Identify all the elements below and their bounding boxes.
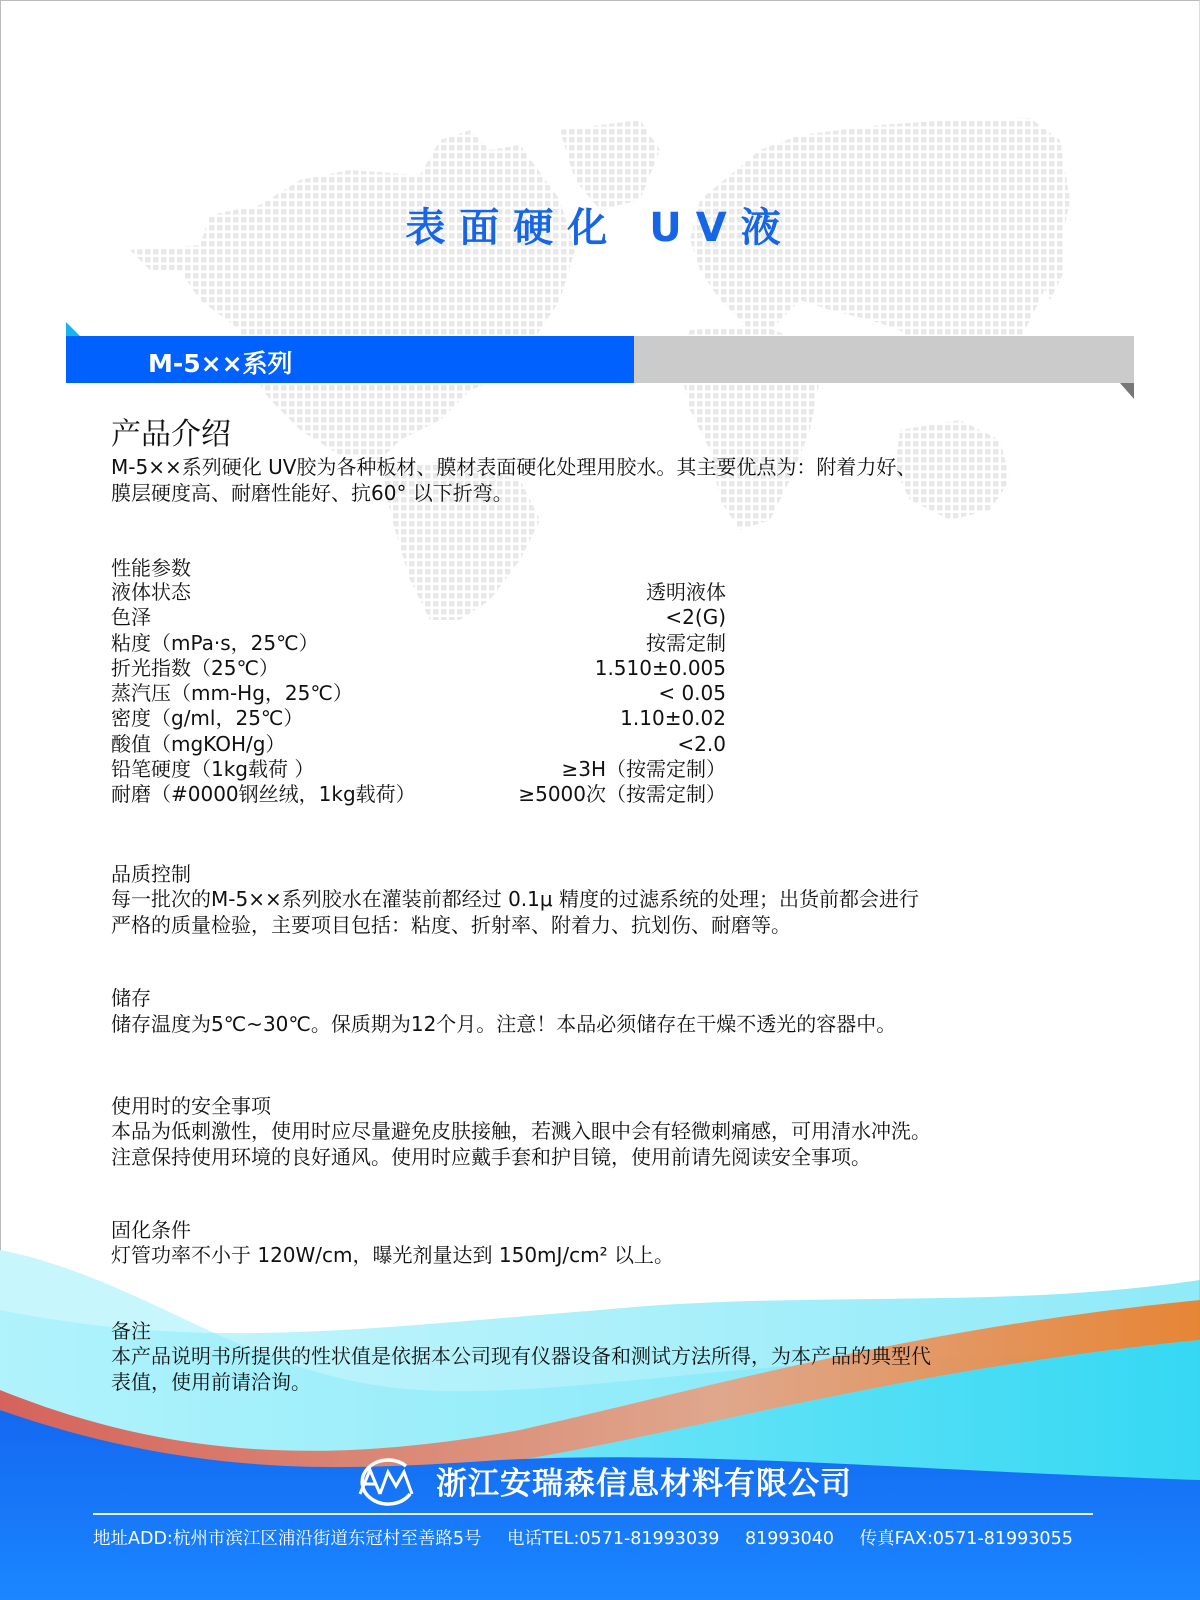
spec-row	[111, 656, 726, 681]
banner-left-accent	[66, 322, 80, 336]
spec-row	[111, 605, 726, 630]
notes-text	[111, 1343, 1101, 1395]
spec-value: < 0.05	[658, 681, 726, 706]
series-label: M-5××系列	[148, 349, 293, 378]
intro-line: M-5××系列硬化 UV胶为各种板材、膜材表面硬化处理用胶水。其主要优点为：附着力好、	[111, 455, 917, 479]
curing-heading: 固化条件	[111, 1218, 191, 1242]
spec-label: 耐磨（#0000钢丝绒，1kg载荷）	[111, 782, 416, 807]
footer-address: 地址ADD:杭州市滨江区浦沿街道东冠村至善路5号	[93, 1529, 482, 1549]
specs-table	[111, 580, 726, 808]
spec-value: 按需定制	[646, 630, 726, 655]
spec-value: ≥3H（按需定制）	[561, 757, 726, 782]
footer-tel2: 81993040	[744, 1529, 835, 1549]
spec-label: 酸值（mgKOH/g）	[111, 731, 286, 756]
specs-heading: 性能参数	[111, 556, 191, 580]
spec-row	[111, 757, 726, 782]
spec-row	[111, 580, 726, 605]
spec-row	[111, 631, 726, 656]
storage-line: 储存温度为5℃~30℃。保质期为12个月。注意！本品必须储存在干燥不透光的容器中。	[111, 1012, 897, 1036]
spec-label: 铅笔硬度（1kg载荷 ）	[111, 757, 315, 782]
safety-heading: 使用时的安全事项	[111, 1094, 271, 1118]
spec-value: 1.510±0.005	[594, 655, 726, 680]
spec-label: 液体状态	[111, 580, 191, 604]
safety-line: 本品为低刺激性，使用时应尽量避免皮肤接触，若溅入眼中会有轻微刺痛感，可用清水冲洗。	[111, 1119, 931, 1143]
quality-line: 每一批次的M-5××系列胶水在灌装前都经过 0.1μ 精度的过滤系统的处理；出货前都会进行	[111, 887, 919, 911]
series-banner	[66, 336, 1134, 383]
footer-tel: 电话TEL:0571-81993039	[507, 1529, 720, 1549]
world-map-background	[0, 0, 1200, 620]
spec-label: 蒸汽压（mm-Hg，25℃）	[111, 681, 353, 706]
page-title: 表面硬化 UV液	[405, 205, 795, 251]
intro-line: 膜层硬度高、耐磨性能好、抗60° 以下折弯。	[111, 481, 513, 505]
company-logo-icon	[346, 1456, 424, 1506]
spec-row	[111, 681, 726, 706]
spec-label: 粘度（mPa·s，25℃）	[111, 630, 319, 655]
storage-text	[111, 1011, 1101, 1037]
spec-value: <2.0	[677, 731, 726, 756]
safety-line: 注意保持使用环境的良好通风。使用时应戴手套和护目镜，使用前请先阅读安全事项。	[111, 1145, 871, 1169]
quality-heading: 品质控制	[111, 862, 191, 886]
quality-line: 严格的质量检验，主要项目包括：粘度、折射率、附着力、抗划伤、耐磨等。	[111, 913, 791, 937]
quality-text	[111, 886, 1101, 938]
intro-heading: 产品介绍	[111, 417, 231, 452]
spec-value: 透明液体	[646, 580, 726, 604]
spec-row	[111, 706, 726, 731]
safety-text	[111, 1118, 1101, 1170]
banner-right-fold	[1120, 383, 1134, 399]
footer-contact	[93, 1525, 1093, 1550]
spec-row	[111, 782, 726, 807]
company-name: 浙江安瑞森信息材料有限公司	[436, 1466, 852, 1502]
intro-text	[111, 454, 1101, 506]
notes-line: 本产品说明书所提供的性状值是依据本公司现有仪器设备和测试方法所得，为本产品的典型代	[111, 1344, 931, 1368]
notes-heading: 备注	[111, 1319, 151, 1343]
spec-value: 1.10±0.02	[620, 706, 726, 731]
spec-label: 色泽	[111, 605, 151, 630]
banner-gray-section	[634, 336, 1134, 383]
spec-label: 折光指数（25℃）	[111, 655, 279, 680]
storage-heading: 储存	[111, 986, 151, 1010]
spec-label: 密度（g/ml，25℃）	[111, 706, 304, 731]
curing-text	[111, 1242, 1101, 1268]
notes-line: 表值，使用前请洽询。	[111, 1370, 311, 1394]
spec-row	[111, 732, 726, 757]
spec-value: <2(G)	[665, 605, 726, 630]
footer-divider	[93, 1513, 1093, 1515]
curing-line: 灯管功率不小于 120W/cm，曝光剂量达到 150mJ/cm² 以上。	[111, 1243, 675, 1267]
spec-value: ≥5000次（按需定制）	[518, 782, 726, 807]
footer-fax: 传真FAX:0571-81993055	[859, 1529, 1073, 1549]
